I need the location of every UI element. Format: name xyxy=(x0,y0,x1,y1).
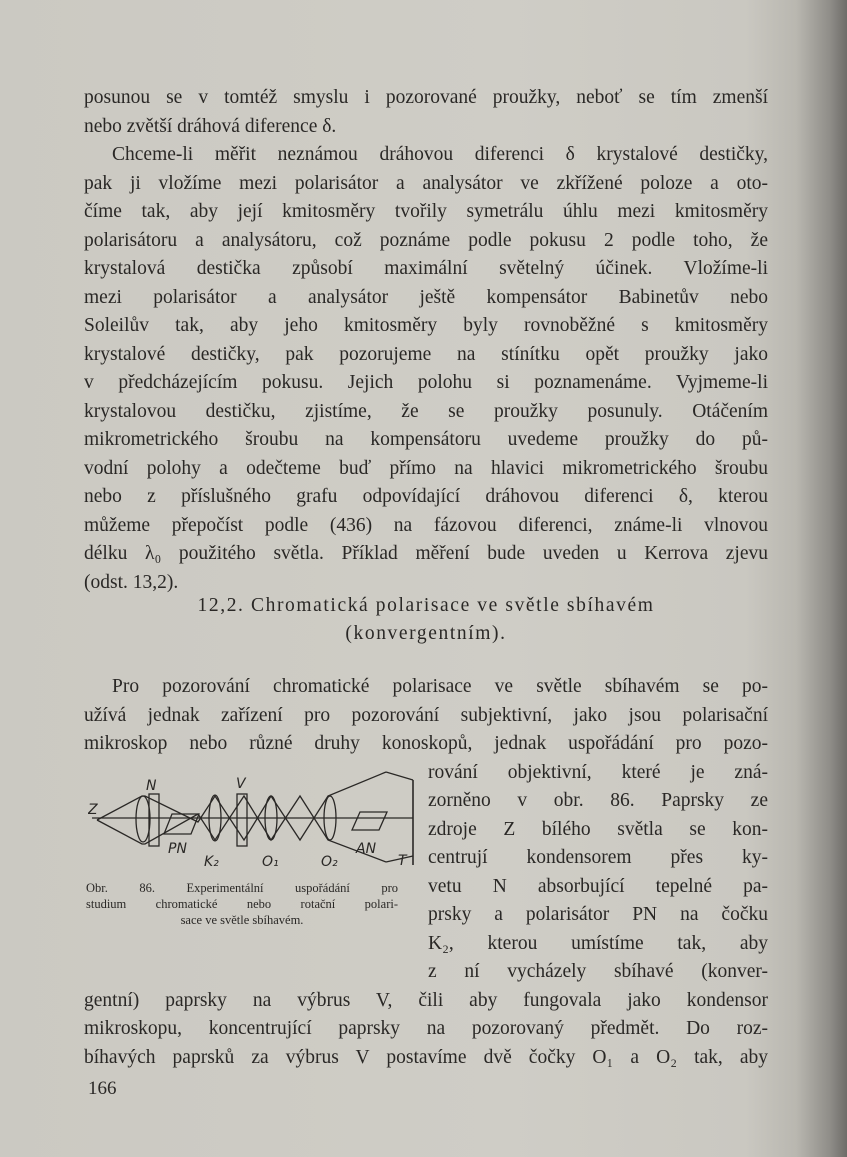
text-line: K₂, kterou umístíme tak, aby xyxy=(428,932,768,954)
text-line: mikroskop nebo různé druhy konoskopů, jednak uspořádání pro pozo- xyxy=(84,733,768,754)
text-line: délku λ₀ použitého světla. Příklad měření bude uveden u Kerrova zjevu xyxy=(84,543,768,564)
section-heading-line-2: (konvergentním). xyxy=(345,623,507,644)
text-line: nebo zvětší dráhová diference δ. xyxy=(84,115,337,137)
text-line: centrují kondensorem přes ky- xyxy=(428,847,768,868)
text-line: rování objektivní, které je zná- xyxy=(428,761,768,783)
text-line: polarisátoru a analysátoru, což poznáme podle pokusu 2 podle toho, že xyxy=(84,229,768,251)
text-line: krystalovou destičku, zjistíme, že se proužky posunuly. Otáčením xyxy=(84,400,768,422)
text-line: zorněno v obr. 86. Paprsky ze xyxy=(428,790,768,811)
text-line: v předcházejícím pokusu. Jejich polohu si poznamenáme. Vyjmeme-li xyxy=(84,372,768,393)
text-line: mikroskopu, koncentrující paprsky na pozorovaný předmět. Do roz- xyxy=(84,1018,768,1039)
condenser-lens xyxy=(136,796,150,842)
text-line: nebo z příslušného grafu odpovídající dráhovou diferenci δ, kterou xyxy=(84,486,768,507)
text-line: gentní) paprsky na výbrus V, čili aby fungovala jako kondensor xyxy=(84,989,768,1011)
text-line: krystalová destička způsobí maximální světelný účinek. Vložíme-li xyxy=(84,258,768,279)
label-V: V xyxy=(236,776,246,792)
section-heading-line-1: 12,2. Chromatická polarisace ve světle sbíhavém xyxy=(197,595,655,616)
label-O1: O₁ xyxy=(262,854,279,870)
text-line: (odst. 13,2). xyxy=(84,571,179,593)
label-AN: AN xyxy=(356,841,377,857)
text-line: z ní vycházely sbíhavé (konver- xyxy=(428,961,768,982)
label-PN: PN xyxy=(168,841,187,857)
page-number: 166 xyxy=(88,1078,117,1099)
text-line: mikrometrického šroubu na kompensátoru uvedeme proužky do pů- xyxy=(84,429,768,450)
text-line: pak ji vložíme mezi polarisátor a analysátor ve zkřížené poloze a oto- xyxy=(84,172,768,194)
text-line: posunou se v tomtéž smyslu i pozorované proužky, neboť se tím zmenší xyxy=(84,87,768,108)
text-line: můžeme přepočíst podle (436) na fázovou diferenci, známe-li vlnovou xyxy=(84,514,768,536)
text-line: Soleilův tak, aby jeho kmitosměry byly rovnoběžné s kmitosměry xyxy=(84,315,768,336)
text-line: prsky a polarisátor PN na čočku xyxy=(428,904,768,925)
text-line: užívá jednak zařízení pro pozorování subjektivní, jako jsou polarisační xyxy=(84,704,768,726)
text-line: zdroje Z bílého světla se kon- xyxy=(428,818,768,840)
figure-caption-line-3: sace ve světle sbíhavém. xyxy=(180,913,304,927)
text-line: mezi polarisátor a analysátor ještě kompensátor Babinetův nebo xyxy=(84,286,768,308)
text-line: vetu N absorbující tepelné pa- xyxy=(428,875,768,897)
label-Z: Z xyxy=(88,802,98,818)
text-line: Pro pozorování chromatické polarisace ve světle sbíhavém se po- xyxy=(112,676,768,697)
text-line: bíhavých paprsků za výbrus V postavíme dvě čočky O₁ a O₂ tak, aby xyxy=(84,1046,768,1068)
text-line: Chceme-li měřit neznámou dráhovou diferenci δ krystalové destičky, xyxy=(112,144,768,165)
figure-caption-line-1: Obr. 86. Experimentální uspořádání pro xyxy=(86,881,398,895)
text-line: krystalové destičky, pak pozorujeme na stínítku opět proužky jako xyxy=(84,343,768,365)
text-line: vodní polohy a odečteme buď přímo na hlavici mikrometrického šroubu xyxy=(84,457,768,479)
label-K2: K₂ xyxy=(204,854,219,870)
label-N: N xyxy=(146,778,157,794)
label-O2: O₂ xyxy=(321,854,338,870)
optical-setup-diagram xyxy=(88,752,428,872)
figure-caption-line-2: studium chromatické nebo rotační polari- xyxy=(86,897,398,911)
analyzer-AN xyxy=(352,812,387,830)
label-T: T xyxy=(398,853,407,869)
text-line: číme tak, aby její kmitosměry tvořily symetrálu úhlu mezi kmitosměry xyxy=(84,201,768,222)
